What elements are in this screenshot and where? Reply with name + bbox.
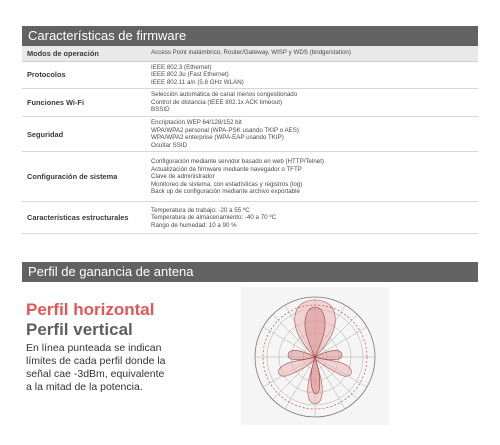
spec-row	[22, 202, 478, 234]
polar-diagram-svg	[241, 287, 389, 425]
spec-value-line: IEEE 802.3 (Ethernet)	[151, 63, 212, 71]
firmware-section-header: Características de firmware	[22, 26, 478, 46]
spec-label: Funciones Wi-Fi	[22, 89, 147, 117]
spec-value-line: Control de distancia (IEEE 802.1x ACK timeout)	[151, 98, 283, 106]
spec-value-line: IEEE 802.11 a/n (5.8 GHz WLAN)	[151, 78, 244, 86]
spec-value-line: Access Point inalámbrico, Router/Gateway, WISP y WDS (bridge/station)	[151, 49, 351, 57]
spec-value-line: Temperatura de almacenamiento: -40 a 70 ºC	[151, 214, 277, 222]
spec-label: Configuración de sistema	[22, 152, 147, 202]
spec-value-line: Temperatura de trabajo: -20 a 55 ºC	[151, 206, 250, 214]
spec-value-line: Configuración mediante servidor basado en web (HTTP/Telnet)	[151, 157, 324, 165]
spec-value-line: Selección automática de canal menos congestionado	[151, 91, 298, 99]
spec-value	[147, 202, 478, 234]
spec-value	[147, 46, 478, 61]
spec-value-line: Monitoreo de sistema, con estadísticas y registros (log)	[151, 180, 303, 188]
spec-value-line: Actualización de firmware mediante navegador o TFTP	[151, 165, 302, 173]
spec-value-line: Encriptación WEP 64/128/152 bit	[151, 119, 242, 127]
horizontal-profile-label: Perfil horizontal	[26, 300, 155, 319]
antenna-description: En línea punteada se indican límites de cada perfil donde la señal cae -3dBm, equivalente a la mitad de la potencia.	[26, 342, 166, 393]
spec-row	[22, 152, 478, 202]
spec-value-line: Ocultar SSID	[151, 141, 188, 149]
antenna-section-header: Perfil de ganancia de antena	[22, 262, 478, 282]
spec-value	[147, 152, 478, 202]
spec-label: Seguridad	[22, 117, 147, 152]
spec-value-line: Back up de configuración mediante archivo exportable	[151, 188, 300, 196]
spec-value	[147, 61, 478, 89]
spec-label: Características estructurales	[22, 202, 147, 234]
spec-value-line: Rango de humedad: 10 a 90 %	[151, 221, 237, 229]
firmware-specs-table	[22, 46, 478, 234]
spec-value-line: WPA/WPA2 personal (WPA-PSK usando TKIP o AES)	[151, 126, 299, 134]
spec-row	[22, 46, 478, 61]
spec-row	[22, 61, 478, 89]
spec-value-line: IEEE 802.3u (Fast Ethernet)	[151, 71, 229, 79]
vertical-profile-label: Perfil vertical	[26, 320, 133, 339]
spec-row	[22, 117, 478, 152]
spec-row	[22, 89, 478, 117]
spec-value-line: BSSID	[151, 106, 170, 114]
spec-value	[147, 117, 478, 152]
spec-label: Modos de operación	[22, 46, 147, 61]
spec-value-line: Clave de administrador	[151, 173, 215, 181]
spec-value-line: WPA/WPA2 enterprise (WPA-EAP usando TKIP)	[151, 134, 284, 142]
spec-value	[147, 89, 478, 117]
antenna-polar-diagram	[241, 287, 389, 425]
spec-label: Protocolos	[22, 61, 147, 89]
